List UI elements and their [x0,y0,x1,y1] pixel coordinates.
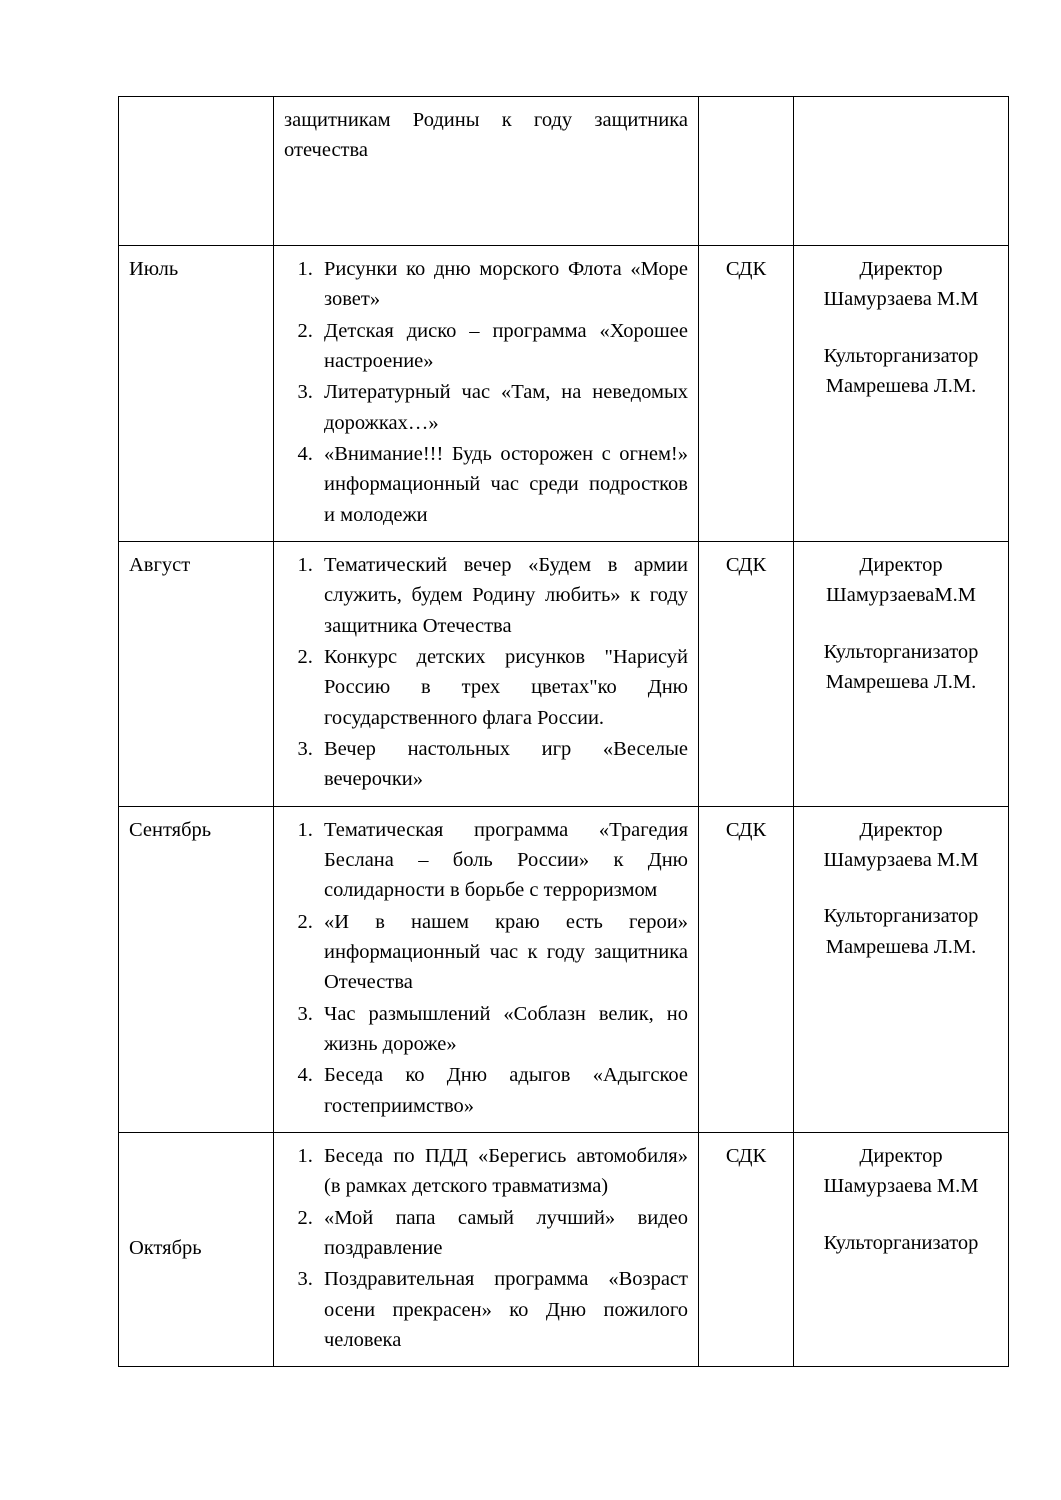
list-item: 2. «И в нашем краю есть герои» информационный час к году защитника Отечества [318,907,688,998]
responsible-line: Мамрешева Л.М. [825,935,977,958]
month-cell [119,97,274,246]
responsible-line: Мамрешева Л.М. [825,374,977,397]
responsible-line: Директор [859,818,943,841]
list-item: 3. Час размышлений «Соблазн велик, но жизнь дороже» [318,999,688,1060]
responsible-line: Шамурзаева М.М [823,1175,979,1198]
table-row [119,246,1009,542]
list-item: 4. «Внимание!!! Будь осторожен с огнем!» информационный час среди подростков и молодежи [318,439,688,530]
spacer [804,875,998,901]
place-cell: СДК [699,246,794,542]
place-cell: СДК [699,806,794,1132]
responsible-cell [794,97,1009,246]
list-item: 2. «Мой папа самый лучший» видео поздравление [318,1203,688,1264]
responsible-line: Шамурзаева М.М [823,288,979,311]
spacer [804,1202,998,1228]
month-cell: Июль [119,246,274,542]
responsible-line: ШамурзаеваМ.М [826,584,976,607]
list-item: 1. Рисунки ко дню морского Флота «Море зовет» [318,254,688,315]
responsible-line: Культорганизатор [823,905,979,928]
list-item: 2. Детская диско – программа «Хорошее настроение» [318,316,688,377]
responsible-cell [794,806,1009,1132]
events-cell [274,246,699,542]
list-item: 1. Тематическая программа «Трагедия Беслана – боль России» к Дню солидарности в борьбе с терроризмом [318,815,688,906]
place-cell: СДК [699,1132,794,1366]
responsible-cell [794,541,1009,806]
place-cell: СДК [699,541,794,806]
responsible-line: Культорганизатор [823,1231,979,1254]
list-item: 4. Беседа ко Дню адыгов «Адыгское гостеприимство» [318,1060,688,1121]
table-row [119,97,1009,246]
list-item: 3. Поздравительная программа «Возраст осени прекрасен» ко Дню пожилого человека [318,1264,688,1355]
responsible-cell [794,1132,1009,1366]
table-row [119,1132,1009,1366]
list-item: 3. Литературный час «Там, на неведомых дорожках…» [318,377,688,438]
month-cell: Сентябрь [119,806,274,1132]
continuation-text: защитникам Родины к году защитника отечества [284,109,688,162]
events-list [284,1141,688,1355]
events-plan-table [118,96,1009,1367]
events-list [284,815,688,1121]
responsible-line: Директор [859,1144,943,1167]
responsible-cell [794,246,1009,542]
list-item: 3. Вечер настольных игр «Веселые вечерочки» [318,734,688,795]
spacer [804,611,998,637]
list-item: 1. Беседа по ПДД «Берегись автомобиля» (в рамках детского травматизма) [318,1141,688,1202]
events-list [284,254,688,530]
month-cell: Август [119,541,274,806]
responsible-line: Директор [859,553,943,576]
events-cell [274,541,699,806]
spacer [804,315,998,341]
table-row [119,806,1009,1132]
responsible-line: Директор [859,258,943,280]
month-cell: Октябрь [119,1132,274,1366]
responsible-line: Мамрешева Л.М. [825,670,977,693]
list-item: 1. Тематический вечер «Будем в армии служить, будем Родину любить» к году защитника Отечества [318,550,688,641]
list-item: 2. Конкурс детских рисунков "Нарисуй Россию в трех цветах"ко Дню государственного флага России. [318,642,688,733]
responsible-line: Культорганизатор [823,344,979,367]
events-cell [274,97,699,246]
responsible-line: Шамурзаева М.М [823,848,979,871]
events-list [284,550,688,795]
events-cell [274,806,699,1132]
events-cell [274,1132,699,1366]
table-row [119,541,1009,806]
place-cell [699,97,794,246]
responsible-line: Культорганизатор [823,640,979,663]
